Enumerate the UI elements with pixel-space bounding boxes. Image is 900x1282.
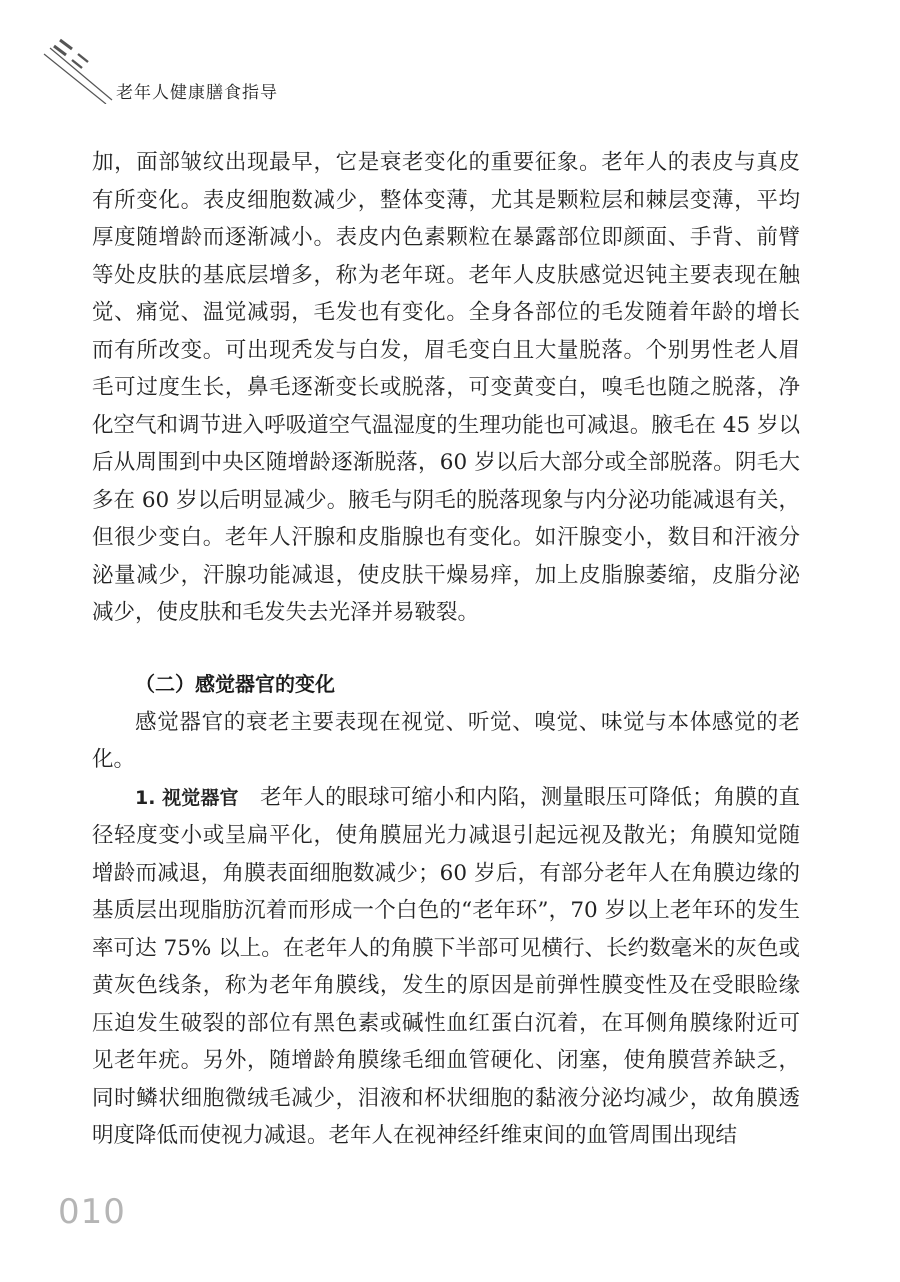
section-heading: （二）感觉器官的变化 (135, 671, 335, 696)
running-title: 老年人健康膳食指导 (116, 83, 278, 103)
paragraph-sensory-intro: 感觉器官的衰老主要表现在视觉、听觉、嗅觉、味觉与本体感觉的老化。 (92, 709, 800, 772)
page-header (40, 34, 340, 114)
paragraph-skin-changes: 加，面部皱纹出现最早，它是衰老变化的重要征象。老年人的表皮与真皮有所变化。表皮细胞数减少，整体变薄，尤其是颗粒层和棘层变薄，平均厚度随增龄而逐渐减小。表皮内色素颗粒在暴露部位即颜面、手背、前臂等处皮肤的基底层增多，称为老年斑。老年人皮肤感觉迟钝主要表现在触觉、痛觉、温觉减弱，毛发也有变化。全身各部位的毛发随着年龄的增长而有所改变。可出现秃发与白发，眉毛变白且大量脱落。个别男性老人眉毛可过度生长，鼻毛逐渐变长或脱落，可变黄变白，嗅毛也随之脱落，净化空气和调节进入呼吸道空气温湿度的生理功能也可减退。腋毛在 45 岁以后从周围到中央区随增龄逐渐脱落，60 岁以后大部分或全部脱落。阴毛大多在 60 岁以后明显减少。腋毛与阴毛的脱落现象与内分泌功能减退有关，但很少变白。老年人汗腺和皮脂腺也有变化。如汗腺变小，数目和汗液分泌量减少，汗腺功能减退，使皮肤干燥易痒，加上皮脂腺萎缩，皮脂分泌减少，使皮肤和毛发失去光泽并易皲裂。 (92, 150, 800, 625)
paragraph-visual-organs (92, 779, 800, 1155)
paragraph-visual-organs-text: 老年人的眼球可缩小和内陷，测量眼压可降低；角膜的直径轻度变小或呈扁平化，使角膜屈光力减退引起远视及散光；角膜知觉随增龄而减退，角膜表面细胞数减少；60 岁后，有部分老年人在角膜边缘的基质层出现脂肪沉着而形成一个白色的“老年环”，70 岁以上老年环的发生率可达 75% 以上。在老年人的角膜下半部可见横行、长约数毫米的灰色或黄灰色线条，称为老年角膜线，发生的原因是前弹性膜变性及在受眼睑缘压迫发生破裂的部位有黑色素或碱性血红蛋白沉着，在耳侧角膜缘附近可见老年疣。另外，随增龄角膜缘毛细血管硬化、闭塞，使角膜营养缺乏，同时鳞状细胞微绒毛减少，泪液和杯状细胞的黏液分泌均减少，故角膜透明度降低而使视力减退。老年人在视神经纤维束间的血管周围出现结 (92, 784, 800, 1148)
page-number: 010 (58, 1192, 126, 1232)
term-visual-organs: 1. 视觉器官 (135, 786, 239, 809)
term-spacer (239, 785, 261, 810)
body-text (92, 144, 800, 1155)
